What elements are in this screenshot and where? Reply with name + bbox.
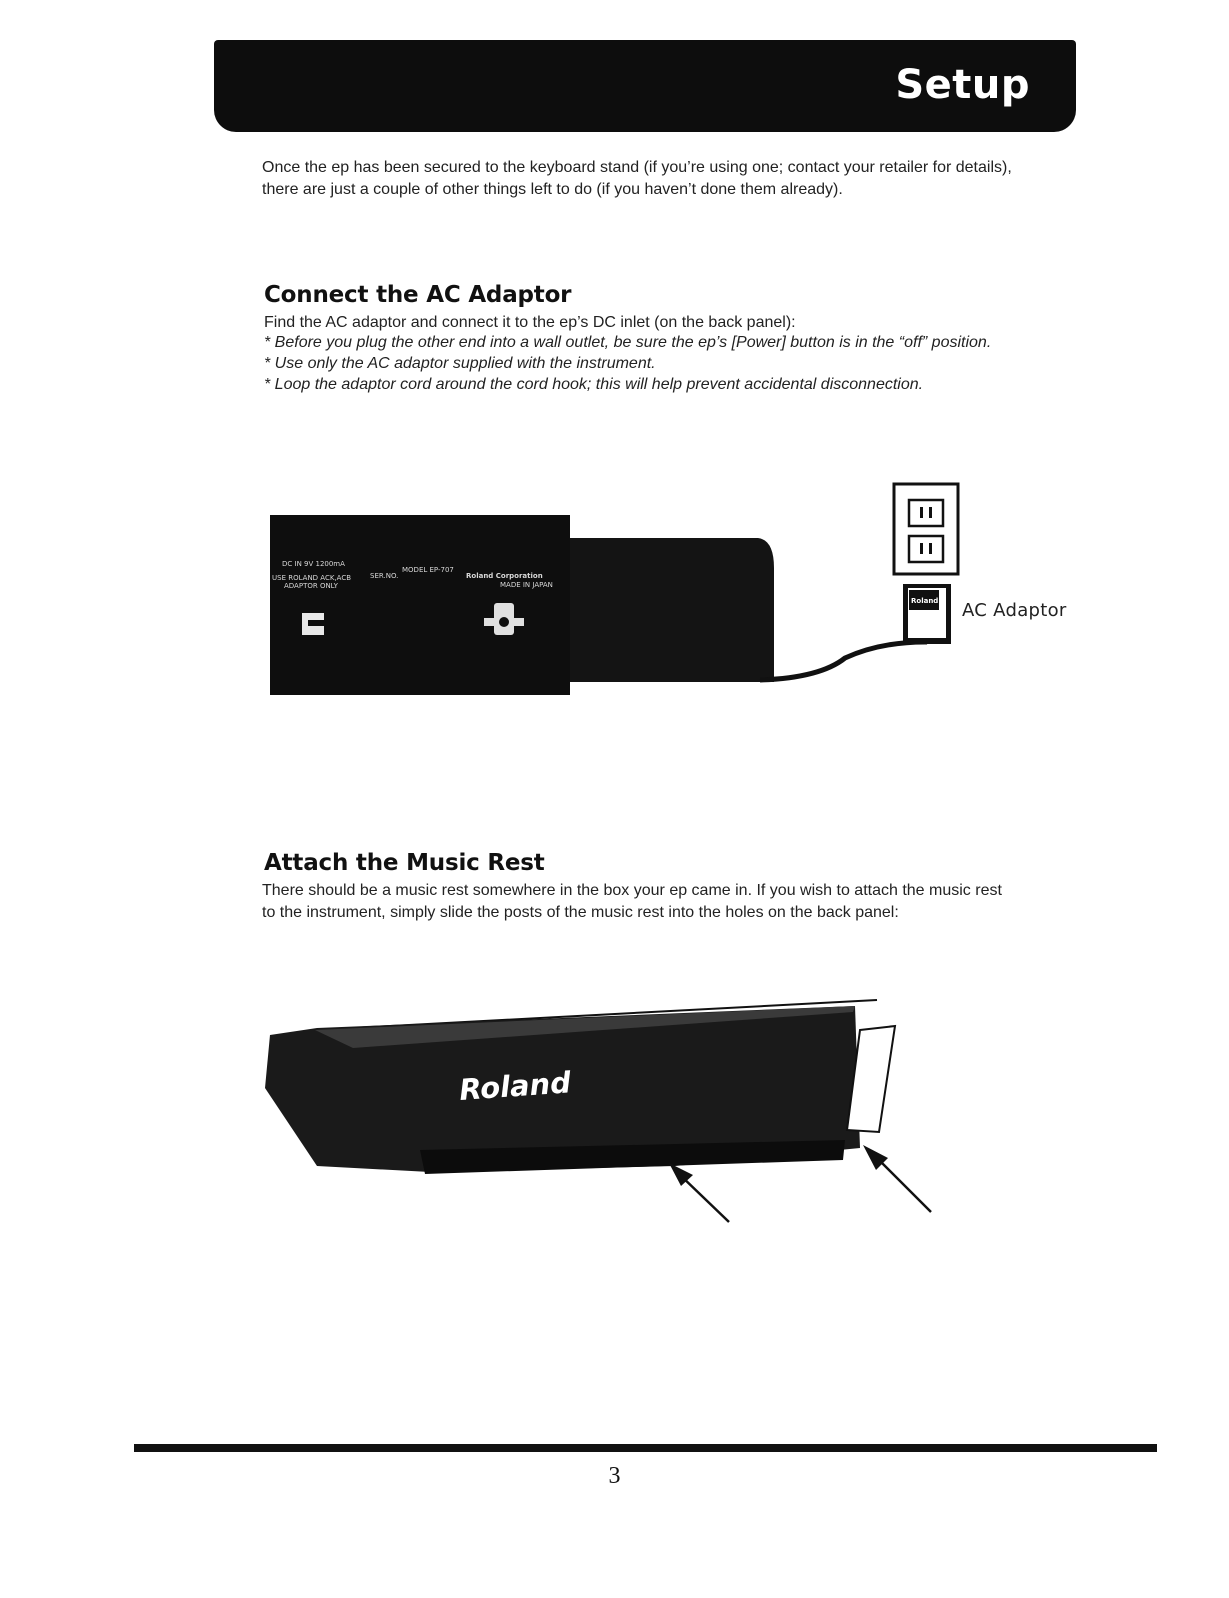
ac-note-supplied-adaptor: * Use only the AC adaptor supplied with the instrument. [264, 355, 656, 372]
ac-adaptor-label: AC Adaptor [962, 600, 1067, 621]
ac-adaptor-connection-figure [260, 470, 980, 720]
music-rest-line-1: There should be a music rest somewhere in the box your ep came in. If you wish to attach the music rest [262, 882, 1002, 899]
wall-outlet-icon [894, 484, 958, 574]
adaptor-logo: Roland [911, 597, 939, 605]
panel-serial-label: SER.NO. [370, 572, 399, 580]
panel-made-label: MADE IN JAPAN [500, 581, 553, 589]
page-title: Setup [895, 62, 1030, 108]
section-heading-music-rest: Attach the Music Rest [264, 850, 545, 876]
ac-instruction-line: Find the AC adaptor and connect it to the ep’s DC inlet (on the back panel): [264, 314, 796, 331]
panel-use-label: USE ROLAND ACK,ACB [272, 574, 352, 582]
panel-model-label: MODEL EP-707 [402, 566, 454, 574]
arrow-icon-right [863, 1145, 931, 1212]
intro-line-1: Once the ep has been secured to the keyboard stand (if you’re using one; contact your retailer for details), [262, 159, 1012, 176]
music-rest-line-2: to the instrument, simply slide the posts of the music rest into the holes on the back panel: [262, 904, 899, 921]
intro-line-2: there are just a couple of other things left to do (if you haven’t done them already). [262, 181, 843, 198]
section-heading-ac-adaptor: Connect the AC Adaptor [264, 282, 572, 308]
ac-note-power-off: * Before you plug the other end into a wall outlet, be sure the ep’s [Power] button is in the “off” position. [264, 334, 992, 351]
panel-corporation-label: Roland Corporation [466, 572, 543, 580]
back-panel [270, 515, 570, 695]
footer-rule [134, 1444, 1157, 1452]
panel-dc-label: DC IN 9V 1200mA [282, 560, 345, 568]
music-rest-figure [255, 990, 955, 1240]
dc-jack-icon [302, 613, 324, 635]
header-banner [214, 40, 1076, 132]
roland-logo: Roland [458, 1065, 572, 1107]
ac-note-cord-hook: * Loop the adaptor cord around the cord hook; this will help prevent accidental disconnection. [264, 376, 924, 393]
panel-only-label: ADAPTOR ONLY [284, 582, 338, 590]
arrow-icon-center [669, 1163, 729, 1222]
ac-adaptor-icon [903, 584, 951, 644]
page-number: 3 [608, 1463, 621, 1489]
